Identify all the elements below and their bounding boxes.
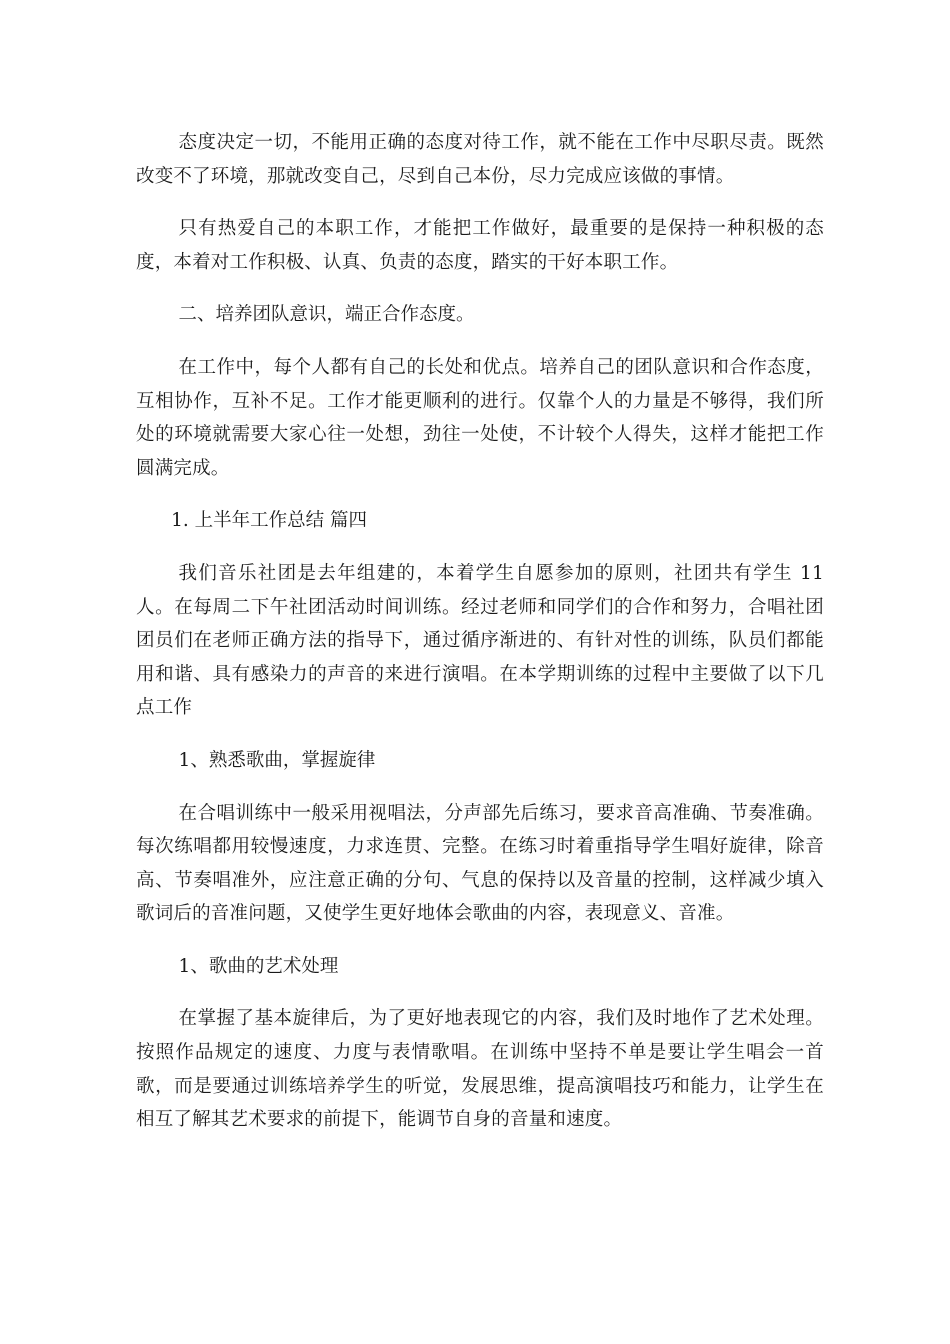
paragraph-music-club: 我们音乐社团是去年组建的，本着学生自愿参加的原则，社团共有学生 11 人。在每周二下午社团活动时间训练。经过老师和同学们的合作和努力，合唱社团团员们在老师正确方法的指导下，通过循序渐进的、有针对性的训练，队员们都能用和谐、具有感染力的声音的来进行演唱。在本学期训练的过程中主要做了以下几点工作: [136, 562, 824, 719]
section-heading-artistic: 1、歌曲的艺术处理: [178, 955, 339, 977]
section-heading-melody: 1、熟悉歌曲，掌握旋律: [178, 749, 376, 771]
paragraph-love-work: 只有热爱自己的本职工作，才能把工作做好，最重要的是保持一种积极的态度，本着对工作积极、认真、负责的态度，踏实的干好本职工作。: [136, 218, 824, 273]
section-heading-teamwork: 二、培养团队意识，端正合作态度。: [178, 304, 475, 326]
paragraph-teamwork: 在工作中，每个人都有自己的长处和优点。培养自己的团队意识和合作态度，互相协作，互补不足。工作才能更顺利的进行。仅靠个人的力量是不够得，我们所处的环境就需要大家心往一处想，劲往一处使，不计较个人得失，这样才能把工作圆满完成。: [136, 356, 824, 479]
section-heading-summary-part4: 1. 上半年工作总结 篇四: [171, 510, 368, 532]
paragraph-attitude: 态度决定一切，不能用正确的态度对待工作，就不能在工作中尽职尽责。既然改变不了环境，那就改变自己，尽到自己本份，尽力完成应该做的事情。: [136, 132, 824, 187]
document-page: [136, 126, 824, 1156]
paragraph-artistic-processing: 在掌握了基本旋律后，为了更好地表现它的内容，我们及时地作了艺术处理。按照作品规定的速度、力度与表情歌唱。在训练中坚持不单是要让学生唱会一首歌，而是要通过训练培养学生的听觉，发展思维，提高演唱技巧和能力，让学生在相互了解其艺术要求的前提下，能调节自身的音量和速度。: [136, 1008, 824, 1131]
paragraph-melody-training: 在合唱训练中一般采用视唱法，分声部先后练习，要求音高准确、节奏准确。每次练唱都用较慢速度，力求连贯、完整。在练习时着重指导学生唱好旋律，除音高、节奏唱准外，应注意正确的分句、气息的保持以及音量的控制，这样减少填入歌词后的音准问题，又使学生更好地体会歌曲的内容，表现意义、音准。: [136, 802, 824, 925]
